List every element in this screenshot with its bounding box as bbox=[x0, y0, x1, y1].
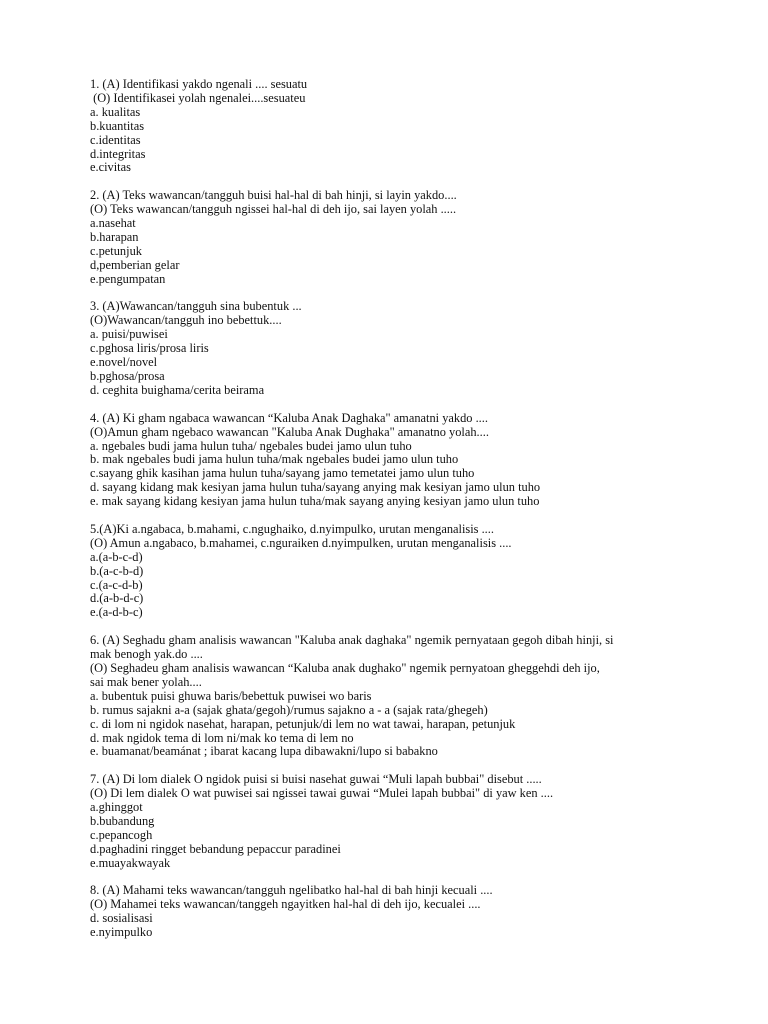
question-text-dialect-o: (O) Seghadeu gham analisis wawancan “Kaluba anak dughako" ngemik pernyatoan gheggehdi deh ijo, bbox=[90, 660, 600, 675]
answer-option: d,pemberian gelar bbox=[90, 257, 180, 272]
answer-option: c.petunjuk bbox=[90, 243, 142, 258]
answer-option: e.nyimpulko bbox=[90, 925, 153, 940]
answer-option: e.pengumpatan bbox=[90, 271, 166, 286]
answer-option: d.paghadini ringget bebandung pepaccur paradinei bbox=[90, 841, 341, 856]
question-text-dialect-o: (O) Identifikasei yolah ngenalei....sesuateu bbox=[90, 90, 306, 105]
answer-option: a. puisi/puwisei bbox=[90, 327, 168, 342]
question-6 bbox=[90, 634, 690, 759]
question-4 bbox=[90, 412, 690, 509]
question-text: 1. (A) Identifikasi yakdo ngenali .... sesuatu bbox=[90, 77, 308, 91]
question-text-dialect-o: (O)Amun gham ngebaco wawancan "Kaluba Anak Dughaka" amanatno yolah.... bbox=[90, 424, 489, 439]
question-text-dialect-o: (O)Wawancan/tangguh ino bebettuk.... bbox=[90, 313, 282, 328]
answer-option: d. ceghita buighama/cerita beirama bbox=[90, 382, 265, 397]
question-text-dialect-o: (O) Mahamei teks wawancan/tanggeh ngayitken hal-hal di deh ijo, kecualei .... bbox=[90, 897, 481, 912]
question-text: 7. (A) Di lom dialek O ngidok puisi si buisi nasehat guwai “Muli lapah bubbai" disebut ..... bbox=[90, 772, 542, 787]
answer-option: a.nasehat bbox=[90, 216, 136, 231]
answer-option: d. sayang kidang mak kesiyan jama hulun tuha/sayang anying mak kesiyan jamo ulun tuho bbox=[90, 480, 541, 495]
question-list bbox=[90, 78, 690, 954]
question-2 bbox=[90, 189, 690, 286]
answer-option: c.(a-c-d-b) bbox=[90, 577, 143, 592]
answer-option: e.muayakwayak bbox=[90, 855, 171, 870]
answer-option: e.novel/novel bbox=[90, 355, 158, 370]
answer-option: a. bubentuk puisi ghuwa baris/bebettuk puwisei wo baris bbox=[90, 688, 372, 703]
answer-option: a.(a-b-c-d) bbox=[90, 549, 143, 564]
question-text-dialect-o: (O) Di lem dialek O wat puwisei sai ngissei tawai guwai “Mulei lapah bubbai" di yaw ken .... bbox=[90, 786, 554, 801]
question-text: 3. (A)Wawancan/tangguh sina bubentuk ... bbox=[90, 299, 302, 314]
question-text: 8. (A) Mahami teks wawancan/tangguh ngelibatko hal-hal di bah hinji kecuali .... bbox=[90, 883, 493, 898]
answer-option: d. mak ngidok tema di lom ni/mak ko tema di lem no bbox=[90, 730, 354, 745]
answer-option: c.identitas bbox=[90, 132, 141, 147]
answer-option: c.pghosa liris/prosa liris bbox=[90, 341, 209, 356]
question-5 bbox=[90, 523, 690, 620]
question-text: 5.(A)Ki a.ngabaca, b.mahami, c.ngughaiko, d.nyimpulko, urutan menganalisis .... bbox=[90, 521, 494, 536]
answer-option: e. mak sayang kidang kesiyan jama hulun tuha/mak sayang anying kesiyan jamo ulun tuho bbox=[90, 494, 540, 509]
answer-option: b.bubandung bbox=[90, 813, 155, 828]
answer-option: c.sayang ghik kasihan jama hulun tuha/sayang jamo temetatei jamo ulun tuho bbox=[90, 466, 475, 481]
answer-option: e. buamanat/beamánat ; ibarat kacang lupa dibawakni/lupo si babakno bbox=[90, 744, 438, 759]
question-text: 6. (A) Seghadu gham analisis wawancan "Kaluba anak daghaka" ngemik pernyataan gegoh dibah hinji, si bbox=[90, 633, 614, 648]
answer-option: b. mak ngebales budi jama hulun tuha/mak ngebales budei jamo ulun tuho bbox=[90, 452, 459, 467]
answer-option: d.integritas bbox=[90, 146, 146, 161]
answer-option: b. rumus sajakni a-a (sajak ghata/gegoh)/rumus sajakno a - a (sajak rata/ghegeh) bbox=[90, 702, 488, 717]
question-1 bbox=[90, 78, 690, 175]
answer-option: a.ghinggot bbox=[90, 800, 143, 815]
answer-option: d. sosialisasi bbox=[90, 911, 153, 926]
question-text-continued: mak benogh yak.do .... bbox=[90, 647, 203, 662]
question-3 bbox=[90, 300, 690, 397]
question-text: 4. (A) Ki gham ngabaca wawancan “Kaluba Anak Daghaka" amanatni yakdo .... bbox=[90, 410, 488, 425]
answer-option: b.(a-c-b-d) bbox=[90, 563, 144, 578]
answer-option: b.harapan bbox=[90, 229, 139, 244]
answer-option: d.(a-b-d-c) bbox=[90, 591, 144, 606]
question-8 bbox=[90, 884, 690, 940]
answer-option: b.pghosa/prosa bbox=[90, 369, 165, 383]
question-text-dialect-o-continued: sai mak bener yolah.... bbox=[90, 674, 202, 689]
answer-option: c. di lom ni ngidok nasehat, harapan, petunjuk/di lem no wat tawai, harapan, petunjuk bbox=[90, 716, 516, 731]
answer-option: a. ngebales budi jama hulun tuha/ ngebales budei jamo ulun tuho bbox=[90, 438, 412, 453]
answer-option: c.pepancogh bbox=[90, 827, 153, 842]
question-text-dialect-o: (O) Amun a.ngabaco, b.mahamei, c.nguraiken d.nyimpulken, urutan menganalisis .... bbox=[90, 535, 512, 550]
question-text: 2. (A) Teks wawancan/tangguh buisi hal-hal di bah hinji, si layin yakdo.... bbox=[90, 188, 457, 203]
answer-option: a. kualitas bbox=[90, 104, 141, 119]
question-text-dialect-o: (O) Teks wawancan/tangguh ngissei hal-hal di deh ijo, sai layen yolah ..... bbox=[90, 202, 457, 217]
answer-option: e.(a-d-b-c) bbox=[90, 605, 143, 620]
answer-option: e.civitas bbox=[90, 160, 131, 175]
question-7 bbox=[90, 773, 690, 870]
answer-option: b.kuantitas bbox=[90, 118, 145, 133]
